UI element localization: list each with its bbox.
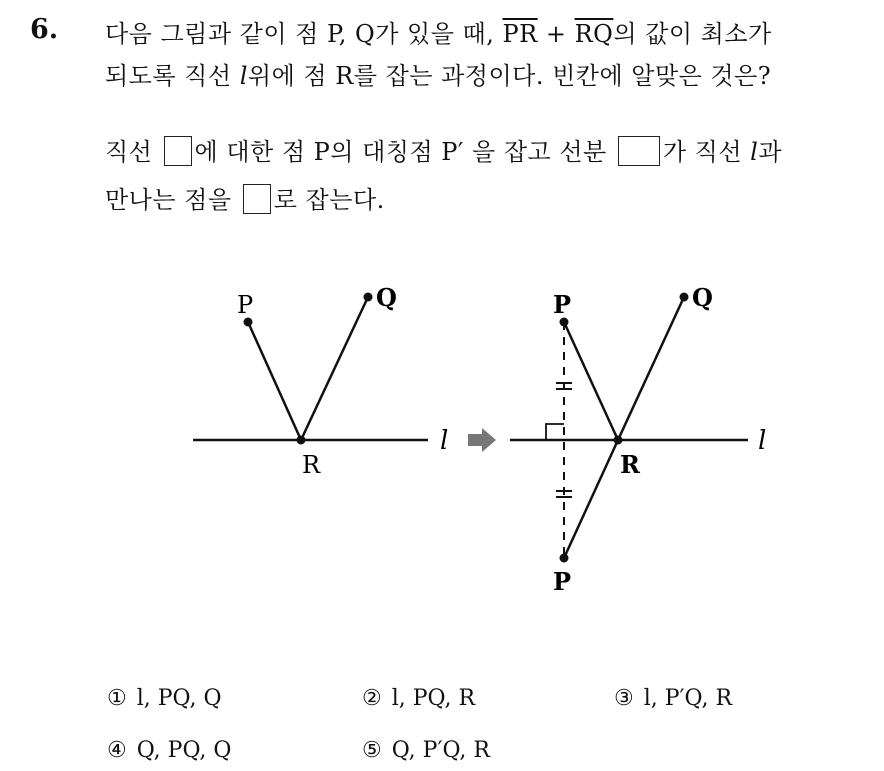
right-segment-pr (564, 322, 618, 440)
choice-5-number: ⑤ (362, 738, 382, 763)
right-angle-mark (546, 424, 564, 440)
choice-4-number: ④ (107, 738, 127, 763)
segment-rq: $\overline{RQ}$ (574, 20, 614, 48)
left-label-p: P (237, 291, 254, 319)
blank-line-l: l (750, 138, 759, 166)
left-label-l: l (440, 426, 449, 456)
choice-3-number: ③ (614, 686, 634, 711)
right-label-l: l (758, 426, 767, 456)
left-label-r: R (302, 451, 321, 479)
left-segment-pr (248, 322, 301, 440)
arrow-right-icon (468, 428, 496, 452)
blank-text-3: 가 직선 (662, 138, 743, 166)
right-label-p: P (553, 290, 572, 319)
left-point-q (364, 293, 373, 302)
right-label-pprime: P (553, 567, 572, 596)
choice-2-text: l, PQ, R (391, 686, 476, 711)
question-text-2a: 되도록 직선 (105, 62, 232, 90)
left-label-q: Q (376, 283, 397, 312)
choice-4[interactable] (107, 738, 231, 763)
choice-1[interactable] (107, 686, 222, 711)
choice-2[interactable] (362, 686, 475, 711)
question-text-1b: 의 값이 최소가 (613, 20, 772, 48)
blank-text-4: 만나는 점을 (105, 186, 232, 214)
right-point-r (614, 436, 623, 445)
right-point-pprime (560, 554, 569, 563)
choice-4-text: Q, PQ, Q (136, 738, 232, 763)
question-number: 6. (30, 14, 59, 45)
blank-text-1: 직선 (105, 138, 153, 166)
blank-text-2: 에 대한 점 P의 대칭점 P′ 을 잡고 선분 (194, 138, 607, 166)
right-segment-pprime-r (564, 440, 618, 558)
blank-text-3b: 과 (758, 138, 783, 166)
right-label-r: R (620, 450, 640, 479)
left-point-r (297, 436, 306, 445)
choice-2-number: ② (362, 686, 382, 711)
choice-1-text: l, PQ, Q (136, 686, 222, 711)
right-point-q (680, 293, 689, 302)
choice-1-number: ① (107, 686, 127, 711)
choice-5[interactable] (362, 738, 490, 763)
choice-5-text: Q, P′Q, R (391, 738, 490, 763)
plus-sign: + (545, 20, 567, 48)
right-segment-rq (618, 297, 684, 440)
line-l-label: l (239, 62, 248, 90)
left-segment-rq (301, 297, 368, 440)
right-label-q: Q (692, 283, 713, 312)
segment-pr: $\overline{PR}$ (502, 20, 538, 48)
blank-text-5: 로 잡는다. (273, 186, 385, 214)
question-text-1a: 다음 그림과 같이 점 P, Q가 있을 때, (105, 20, 495, 48)
choice-3[interactable] (614, 686, 732, 711)
question-text-2b: 위에 점 R를 잡는 과정이다. 빈칸에 알맞은 것은? (247, 62, 772, 90)
choice-3-text: l, P′Q, R (643, 686, 733, 711)
